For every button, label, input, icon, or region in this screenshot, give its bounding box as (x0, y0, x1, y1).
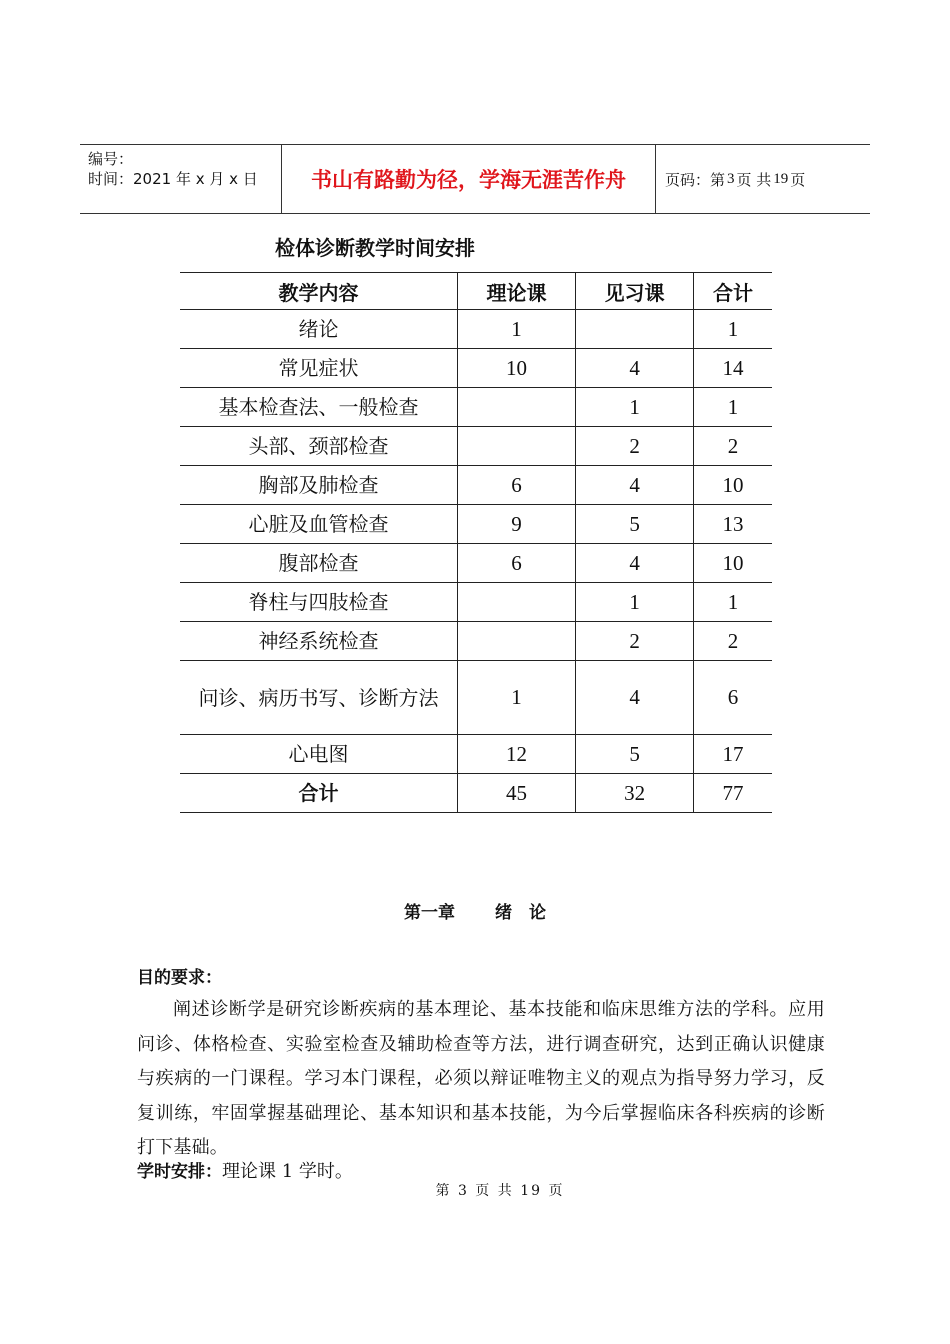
schedule-title: 检体诊断教学时间安排 (275, 236, 475, 260)
table-row (180, 661, 772, 735)
total-practice-hours: 32 (576, 774, 694, 813)
header-left-block (88, 149, 280, 189)
row-practice-hours: 5 (576, 505, 694, 544)
row-topic: 基本检查法、一般检查 (180, 388, 458, 427)
row-practice-hours: 1 (576, 388, 694, 427)
row-total-hours: 1 (694, 583, 772, 622)
row-practice-hours: 2 (576, 427, 694, 466)
row-topic: 脊柱与四肢检查 (180, 583, 458, 622)
header-page-counter (665, 145, 805, 213)
page-total: 19 (773, 170, 789, 187)
table-row (180, 583, 772, 622)
column-header: 教学内容 (180, 273, 458, 310)
chapter-heading (0, 898, 950, 923)
row-total-hours: 10 (694, 544, 772, 583)
total-hours: 77 (694, 774, 772, 813)
row-theory-hours: 1 (458, 661, 576, 735)
row-theory-hours (458, 622, 576, 661)
row-theory-hours (458, 427, 576, 466)
goal-heading: 目的要求： (137, 968, 222, 988)
row-total-hours: 1 (694, 388, 772, 427)
row-topic: 绪论 (180, 310, 458, 349)
total-theory-hours: 45 (458, 774, 576, 813)
row-theory-hours (458, 583, 576, 622)
row-total-hours: 14 (694, 349, 772, 388)
table-row (180, 349, 772, 388)
row-theory-hours: 9 (458, 505, 576, 544)
page-current: 3 (727, 170, 735, 187)
row-total-hours: 2 (694, 427, 772, 466)
row-topic: 心电图 (180, 735, 458, 774)
table-row (180, 735, 772, 774)
row-total-hours: 10 (694, 466, 772, 505)
table-row (180, 388, 772, 427)
row-total-hours: 6 (694, 661, 772, 735)
row-topic: 头部、颈部检查 (180, 427, 458, 466)
table-total-row (180, 774, 772, 813)
hours-label: 学时安排： (137, 1162, 222, 1182)
row-practice-hours: 2 (576, 622, 694, 661)
hours-value: 理论课 1 学时。 (222, 1161, 353, 1182)
row-topic: 问诊、病历书写、诊断方法 (180, 661, 458, 735)
table-header-row (180, 273, 772, 310)
row-practice-hours: 4 (576, 466, 694, 505)
page-prefix: 页码：第 (665, 170, 726, 189)
table-row (180, 310, 772, 349)
header-motto: 书山有路勤为径，学海无涯苦作舟 (281, 145, 656, 213)
row-topic: 神经系统检查 (180, 622, 458, 661)
chapter-title: 绪 论 (495, 903, 546, 923)
page-footer: 第 3 页 共 19 页 (435, 1183, 565, 1199)
row-theory-hours: 6 (458, 544, 576, 583)
row-topic: 胸部及肺检查 (180, 466, 458, 505)
table-row (180, 622, 772, 661)
row-theory-hours: 1 (458, 310, 576, 349)
column-header: 理论课 (458, 273, 576, 310)
document-number-label: 编号： (88, 150, 134, 168)
table-row (180, 505, 772, 544)
row-theory-hours: 12 (458, 735, 576, 774)
column-header: 见习课 (576, 273, 694, 310)
row-theory-hours: 6 (458, 466, 576, 505)
row-practice-hours: 1 (576, 583, 694, 622)
row-topic: 常见症状 (180, 349, 458, 388)
row-total-hours: 1 (694, 310, 772, 349)
table-row (180, 427, 772, 466)
row-total-hours: 13 (694, 505, 772, 544)
total-label: 合计 (180, 774, 458, 813)
page-suffix: 页 (790, 170, 806, 189)
row-topic: 心脏及血管检查 (180, 505, 458, 544)
row-theory-hours: 10 (458, 349, 576, 388)
row-topic: 腹部检查 (180, 544, 458, 583)
page-mid: 页 共 (736, 170, 772, 189)
document-date: 时间：2021 年 x 月 x 日 (88, 170, 258, 188)
row-total-hours: 17 (694, 735, 772, 774)
column-header: 合计 (694, 273, 772, 310)
chapter-number: 第一章 (404, 903, 455, 923)
row-practice-hours: 4 (576, 349, 694, 388)
page-header (80, 144, 870, 214)
goal-paragraph: 阐述诊断学是研究诊断疾病的基本理论、基本技能和临床思维方法的学科。应用问诊、体格检查、实验室检查及辅助检查等方法，进行调查研究，达到正确认识健康与疾病的一门课程。学习本门课程，必须以辩证唯物主义的观点为指导努力学习，反复训练，牢固掌握基础理论、基本知识和基本技能，为今后掌握临床各科疾病的诊断打下基础。 (137, 999, 825, 1158)
row-total-hours: 2 (694, 622, 772, 661)
row-theory-hours (458, 388, 576, 427)
row-practice-hours: 4 (576, 544, 694, 583)
row-practice-hours: 4 (576, 661, 694, 735)
row-practice-hours (576, 310, 694, 349)
table-row (180, 544, 772, 583)
table-row (180, 466, 772, 505)
schedule-table (180, 272, 772, 813)
row-practice-hours: 5 (576, 735, 694, 774)
